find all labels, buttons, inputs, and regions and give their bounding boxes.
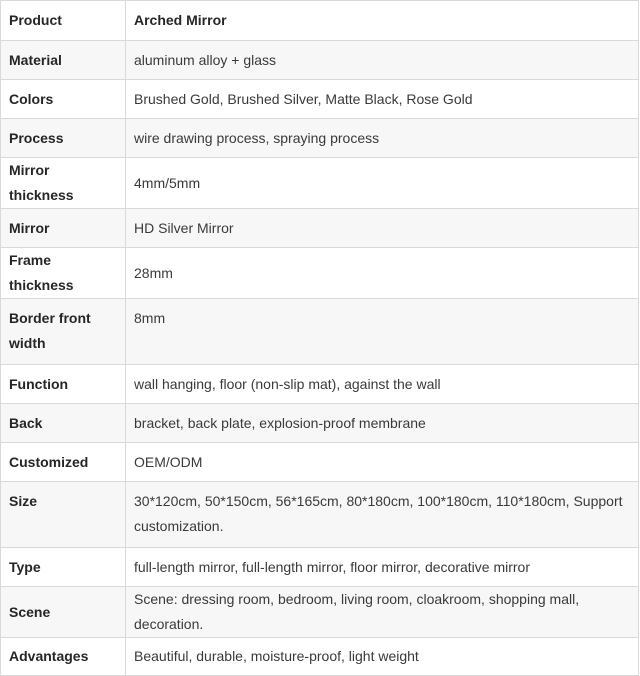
row-label-advantages: Advantages <box>1 638 126 676</box>
row-label-border-front-width: Border front width <box>1 299 126 365</box>
row-label-back: Back <box>1 404 126 443</box>
row-value-customized: OEM/ODM <box>126 443 639 482</box>
row-value-back: bracket, back plate, explosion-proof membrane <box>126 404 639 443</box>
row-label-process: Process <box>1 119 126 158</box>
row-value-advantages: Beautiful, durable, moisture-proof, light weight <box>126 638 639 676</box>
header-product: Product <box>1 1 126 41</box>
table-row <box>1 365 639 404</box>
table-row <box>1 41 639 80</box>
row-label-customized: Customized <box>1 443 126 482</box>
table-row <box>1 80 639 119</box>
table-row <box>1 638 639 676</box>
row-label-frame-thickness: Frame thickness <box>1 248 126 299</box>
row-value-function: wall hanging, floor (non-slip mat), against the wall <box>126 365 639 404</box>
row-value-process: wire drawing process, spraying process <box>126 119 639 158</box>
row-label-material: Material <box>1 41 126 80</box>
row-label-colors: Colors <box>1 80 126 119</box>
row-value-size: 30*120cm, 50*150cm, 56*165cm, 80*180cm, 100*180cm, 110*180cm, Support customization. <box>126 482 639 548</box>
row-value-mirror: HD Silver Mirror <box>126 209 639 248</box>
row-label-size: Size <box>1 482 126 548</box>
table-row <box>1 248 639 299</box>
row-value-material: aluminum alloy + glass <box>126 41 639 80</box>
row-label-function: Function <box>1 365 126 404</box>
row-label-type: Type <box>1 548 126 587</box>
table-row <box>1 443 639 482</box>
table-row <box>1 482 639 548</box>
table-row <box>1 404 639 443</box>
row-value-border-front-width: 8mm <box>126 299 639 365</box>
row-value-frame-thickness: 28mm <box>126 248 639 299</box>
table-row <box>1 587 639 638</box>
header-product-name: Arched Mirror <box>126 1 639 41</box>
table-row <box>1 548 639 587</box>
row-value-colors: Brushed Gold, Brushed Silver, Matte Black, Rose Gold <box>126 80 639 119</box>
row-value-scene: Scene: dressing room, bedroom, living room, cloakroom, shopping mall, decoration. <box>126 587 639 638</box>
table-row <box>1 119 639 158</box>
table-header-row <box>1 1 639 41</box>
table-row <box>1 209 639 248</box>
row-label-mirror-thickness: Mirror thickness <box>1 158 126 209</box>
row-label-scene: Scene <box>1 587 126 638</box>
row-label-mirror: Mirror <box>1 209 126 248</box>
table-row <box>1 158 639 209</box>
table-row <box>1 299 639 365</box>
row-value-type: full-length mirror, full-length mirror, floor mirror, decorative mirror <box>126 548 639 587</box>
row-value-mirror-thickness: 4mm/5mm <box>126 158 639 209</box>
